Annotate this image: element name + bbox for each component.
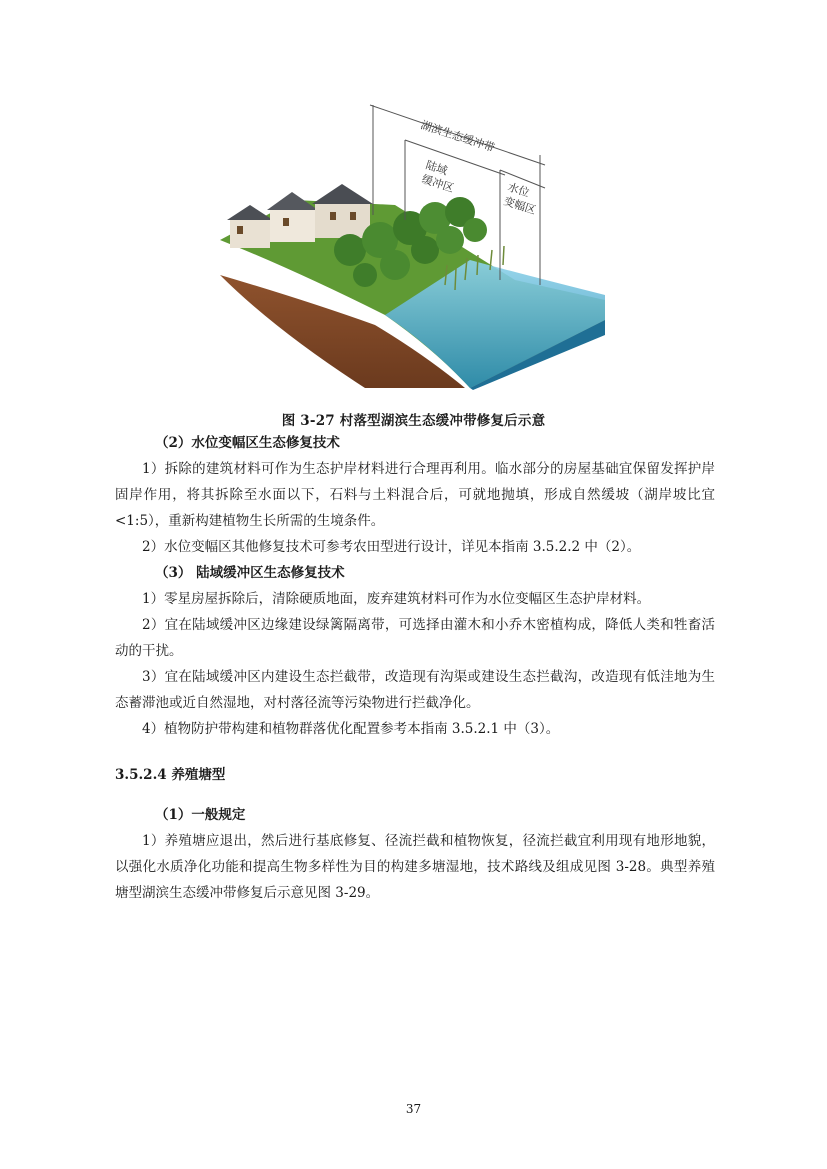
section-block — [115, 762, 715, 788]
section-heading: （2）水位变幅区生态修复技术 — [155, 435, 340, 451]
diagram-svg — [215, 100, 615, 390]
figure-caption: 图 3-27 村落型湖滨生态缓冲带修复后示意 — [281, 413, 546, 429]
buffer-zone-illustration — [215, 100, 615, 390]
section-heading: （3） 陆域缓冲区生态修复技术 — [155, 565, 345, 581]
label-water-level-2: 变幅区 — [502, 194, 538, 218]
label-buffer-zone: 湖滨生态缓冲带 — [419, 118, 497, 155]
section-title: 3.5.2.4 养殖塘型 — [115, 767, 226, 783]
body-text-2 — [115, 802, 715, 906]
page-number: 37 — [405, 1102, 422, 1116]
label-land-buffer-2: 缓冲区 — [420, 172, 456, 196]
paragraph: 4）植物防护带构建和植物群落优化配置参考本指南 3.5.2.1 中（3）。 — [142, 721, 560, 737]
paragraph: 2）水位变幅区其他修复技术可参考农田型进行设计，详见本指南 3.5.2.2 中（2）。 — [142, 539, 641, 555]
paragraph: 1）零星房屋拆除后，清除硬质地面，废弃建筑材料可作为水位变幅区生态护岸材料。 — [142, 591, 651, 607]
body-text — [115, 430, 715, 742]
paragraph: 2）宜在陆域缓冲区边缘建设绿篱隔离带，可选择由灌木和小乔木密植构成，降低人类和牲畜活动的干扰。 — [115, 617, 715, 659]
label-land-buffer-1: 陆域 — [424, 158, 450, 178]
label-water-level-1: 水位 — [506, 180, 532, 200]
paragraph: 3）宜在陆域缓冲区内建设生态拦截带，改造现有沟渠或建设生态拦截沟，改造现有低洼地为生态蓄滞池或近自然湿地，对村落径流等污染物进行拦截净化。 — [115, 669, 715, 711]
section-heading: （1）一般规定 — [155, 807, 246, 823]
paragraph: 1）拆除的建筑材料可作为生态护岸材料进行合理再利用。临水部分的房屋基础宜保留发挥护岸固岸作用，将其拆除至水面以下，石料与土料混合后，可就地抛填，形成自然缓坡（湖岸坡比宜<1:5），重新构建植物生长所需的生境条件。 — [115, 461, 715, 529]
paragraph: 1）养殖塘应退出，然后进行基底修复、径流拦截和植物恢复，径流拦截宜利用现有地形地貌，以强化水质净化功能和提高生物多样性为目的构建多塘湿地，技术路线及组成见图 3-28。典型养殖塘型湖滨生态缓冲带修复后示意见图 3-29。 — [115, 833, 715, 901]
